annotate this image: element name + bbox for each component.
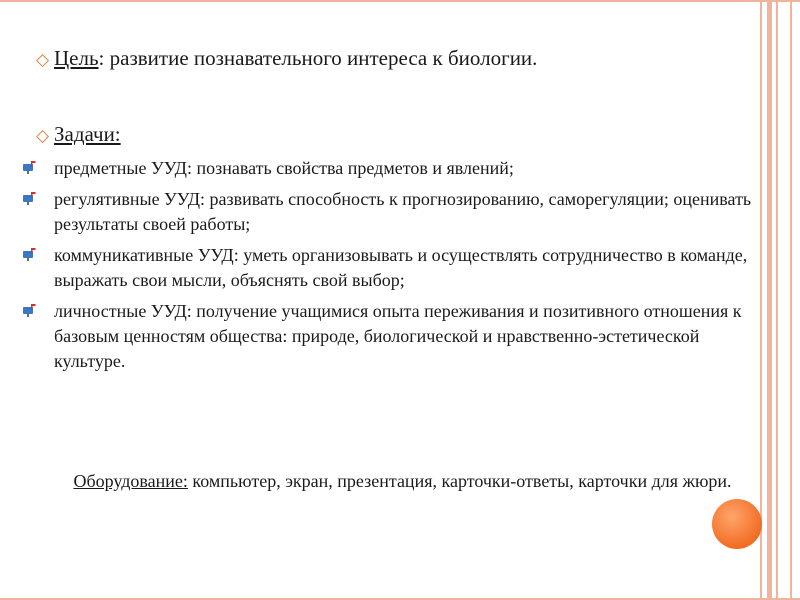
frame-line: [767, 0, 772, 600]
frame-line: [776, 0, 778, 600]
list-item-text: личностные УУД: получение учащимися опыта переживания и позитивного отношения к базовым ценностям общества: природе, биологической и нравственно-эстетической культуре.: [54, 301, 742, 371]
equipment-text: [40, 466, 765, 496]
list-item: [22, 156, 757, 181]
goal-text: : развитие познавательного интереса к биологии.: [98, 46, 538, 70]
equipment-list: компьютер, экран, презентация, карточки-ответы, карточки для жюри.: [187, 471, 732, 491]
equipment-label: Оборудование:: [73, 471, 188, 491]
list-item-text: коммуникативные УУД: уметь организовывать и осуществлять сотрудничество в команде, выражать свои мысли, объяснять свой выбор;: [54, 245, 748, 290]
mailbox-bullet-icon: [22, 160, 36, 174]
frame-line: [760, 0, 762, 600]
list-item: [22, 187, 757, 237]
mailbox-bullet-icon: [22, 191, 36, 205]
diamond-bullet-icon: ◇: [36, 50, 50, 69]
tasks-heading: [36, 120, 121, 150]
goal-line: [36, 44, 537, 74]
tasks-list: [22, 156, 757, 380]
list-item: [22, 243, 757, 293]
frame-line: [790, 0, 792, 600]
list-item: [22, 299, 757, 374]
list-item-text: регулятивные УУД: развивать способность к прогнозированию, саморегуляции; оценивать результаты своей работы;: [54, 189, 752, 234]
mailbox-bullet-icon: [22, 303, 36, 317]
goal-label: Цель: [54, 46, 99, 70]
list-item-text: предметные УУД: познавать свойства предметов и явлений;: [54, 158, 514, 178]
tasks-label: Задачи:: [54, 122, 121, 146]
diamond-bullet-icon: ◇: [36, 126, 50, 145]
decorative-circle: [712, 499, 762, 549]
mailbox-bullet-icon: [22, 247, 36, 261]
